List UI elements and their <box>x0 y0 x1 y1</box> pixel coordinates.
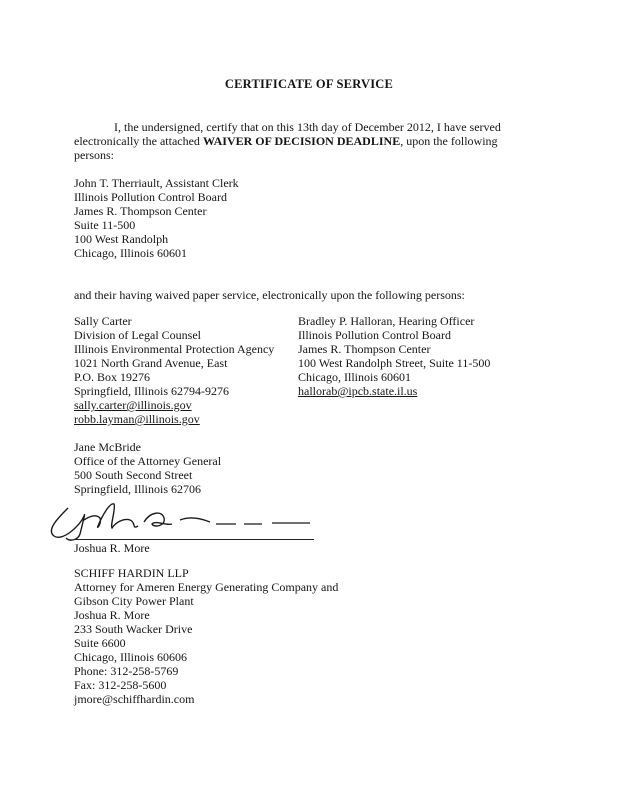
email-link[interactable]: robb.layman@illinois.gov <box>74 412 200 426</box>
address-line: John T. Therriault, Assistant Clerk <box>74 176 239 190</box>
certification-paragraph <box>74 120 514 162</box>
address-line: 1021 North Grand Avenue, East <box>74 356 228 370</box>
email-link[interactable]: sally.carter@illinois.gov <box>74 398 192 412</box>
firm-email: jmore@schiffhardin.com <box>74 692 195 706</box>
page-title: CERTIFICATE OF SERVICE <box>224 77 394 91</box>
recipient-left-address <box>74 314 274 426</box>
address-line: Illinois Pollution Control Board <box>298 328 452 342</box>
recipient-third-address <box>74 440 221 496</box>
certification-text-end: , upon the following persons: <box>74 134 498 162</box>
certification-text-start: I, the undersigned, certify that on this 13th day of December 2012, I have served electronically the attached <box>74 120 501 148</box>
address-line: Bradley P. Halloran, Hearing Officer <box>298 314 475 328</box>
firm-line: Phone: 312-258-5769 <box>74 664 179 678</box>
firm-line: Gibson City Power Plant <box>74 594 194 608</box>
address-line: 100 West Randolph <box>74 232 169 246</box>
address-line: 100 West Randolph Street, Suite 11-500 <box>298 356 491 370</box>
firm-line: Attorney for Ameren Energy Generating Company and <box>74 580 339 594</box>
address-line: Springfield, Illinois 62794-9276 <box>74 384 229 398</box>
signer-name: Joshua R. More <box>74 539 314 555</box>
address-line: Division of Legal Counsel <box>74 328 201 342</box>
address-line: Springfield, Illinois 62706 <box>74 482 201 496</box>
address-line: Office of the Attorney General <box>74 454 222 468</box>
recipient-right-address <box>298 314 490 398</box>
firm-line: Chicago, Illinois 60606 <box>74 650 187 664</box>
waived-service-statement: and their having waived paper service, electronically upon the following persons: <box>74 288 465 302</box>
address-line: Suite 11-500 <box>74 218 136 232</box>
primary-recipient-address <box>74 176 239 260</box>
email-link[interactable]: hallorab@ipcb.state.il.us <box>298 384 418 398</box>
address-line: Illinois Pollution Control Board <box>74 190 228 204</box>
firm-line: SCHIFF HARDIN LLP <box>74 566 189 580</box>
firm-line: Suite 6600 <box>74 636 126 650</box>
document-title-bold: WAIVER OF DECISION DEADLINE <box>202 134 401 148</box>
address-line: P.O. Box 19276 <box>74 370 151 384</box>
address-line: Jane McBride <box>74 440 141 454</box>
address-line: Illinois Environmental Protection Agency <box>74 342 275 356</box>
address-line: 500 South Second Street <box>74 468 193 482</box>
address-line: Sally Carter <box>74 314 132 328</box>
firm-line: Joshua R. More <box>74 608 150 622</box>
firm-line: Fax: 312-258-5600 <box>74 678 167 692</box>
address-line: James R. Thompson Center <box>74 204 207 218</box>
firm-line: 233 South Wacker Drive <box>74 622 193 636</box>
address-line: Chicago, Illinois 60601 <box>298 370 411 384</box>
address-line: James R. Thompson Center <box>298 342 431 356</box>
firm-signature-block <box>74 566 338 706</box>
address-line: Chicago, Illinois 60601 <box>74 246 187 260</box>
